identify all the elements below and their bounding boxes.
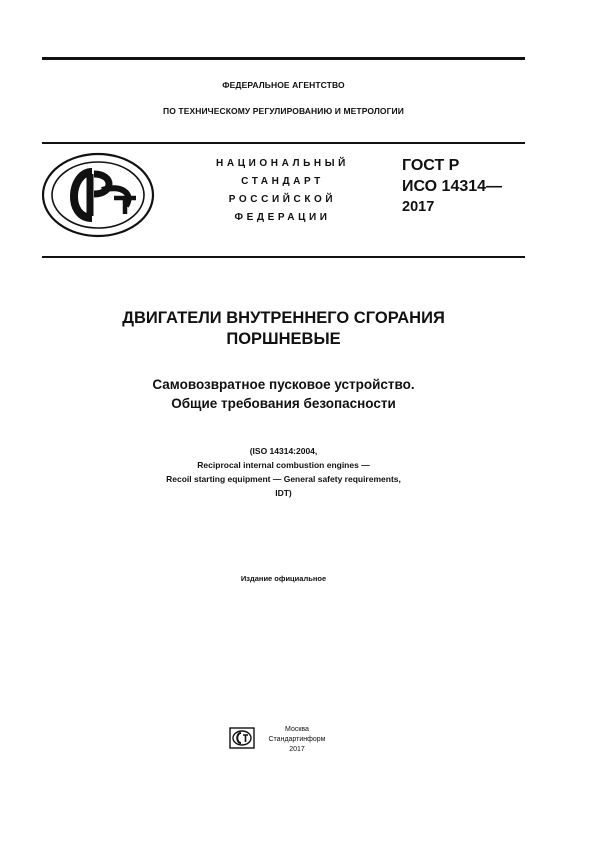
designation-year: 2017 xyxy=(402,199,435,215)
subtitle-line: Общие требования безопасности xyxy=(171,396,396,411)
document-title xyxy=(42,308,525,350)
iso-reference-line: IDT) xyxy=(275,488,292,498)
iso-reference xyxy=(42,444,525,500)
edition-note: Издание официальное xyxy=(240,574,327,583)
publisher-info xyxy=(262,725,332,755)
iso-reference-line: Reciprocal internal combustion engines — xyxy=(197,460,370,470)
iso-reference-line: Recoil starting equipment — General safety requirements, xyxy=(166,474,401,484)
publisher-name: Стандартинформ xyxy=(268,736,326,743)
title-line: ДВИГАТЕЛИ ВНУТРЕННЕГО СГОРАНИЯ xyxy=(122,309,445,327)
standartinform-logo-icon xyxy=(229,727,255,749)
national-standard-line: РОССИЙСКОЙ xyxy=(228,194,337,205)
publisher-year: 2017 xyxy=(289,746,305,753)
national-standard-line: СТАНДАРТ xyxy=(241,176,324,187)
title-line: ПОРШНЕВЫЕ xyxy=(226,330,341,348)
document-subtitle xyxy=(42,375,525,413)
national-standard-label xyxy=(195,155,370,227)
iso-reference-line: (ISO 14314:2004, xyxy=(249,446,318,456)
header-bottom-rule xyxy=(42,256,525,258)
national-standard-line: ФЕДЕРАЦИИ xyxy=(234,212,331,223)
standard-designation xyxy=(402,155,502,218)
designation-line: ИСО 14314— xyxy=(402,178,503,195)
national-standard-line: НАЦИОНАЛЬНЫЙ xyxy=(216,158,349,169)
publisher-city: Москва xyxy=(285,726,309,733)
subtitle-line: Самовозвратное пусковое устройство. xyxy=(152,377,415,392)
header-divider xyxy=(42,142,525,144)
top-rule xyxy=(42,57,525,60)
rst-emblem-icon xyxy=(40,150,160,240)
designation-line: ГОСТ Р xyxy=(402,157,460,174)
agency-name-line1: ФЕДЕРАЛЬНОЕ АГЕНТСТВО xyxy=(222,80,345,90)
agency-name-line2: ПО ТЕХНИЧЕСКОМУ РЕГУЛИРОВАНИЮ И МЕТРОЛОГИИ xyxy=(163,106,404,116)
